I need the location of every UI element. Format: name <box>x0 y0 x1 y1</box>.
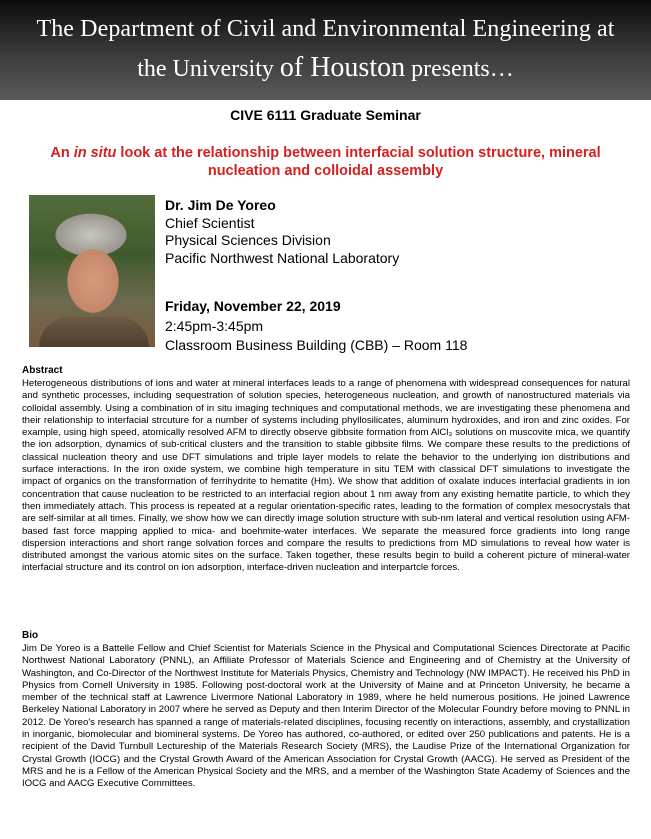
banner-line-2-end: presents… <box>405 56 514 82</box>
banner-line-2-start: the University <box>137 56 280 82</box>
event-info <box>165 297 467 356</box>
event-location: Classroom Business Building (CBB) – Room 118 <box>165 337 468 353</box>
banner-line-1: The Department of Civil and Environmental Engineering at <box>36 16 615 42</box>
seminar-title: CIVE 6111 Graduate Seminar <box>230 107 421 123</box>
speaker-info <box>165 197 399 267</box>
talk-title-italic: in situ <box>73 145 117 161</box>
bio-heading: Bio <box>22 630 39 641</box>
speaker-photo <box>29 195 155 347</box>
speaker-lab: Pacific Northwest National Laboratory <box>165 249 400 266</box>
banner-line-2 <box>0 52 651 84</box>
header-banner <box>0 0 651 100</box>
bio-text: Jim De Yoreo is a Battelle Fellow and Chief Scientist for Materials Science in the Physical and Computational Sciences Directorate at Pacific Northwest National Laboratory (PNNL), an Affiliate Professor of Materials Science and Engineering and of Chemistry at the University of Washington, and Co-Director of the Northwest Institute for Materials Physics, Chemistry and Technology (NW IMPACT). He received his PhD in Physics from Cornell University in 1985. Following post-doctoral work at the University of Maine and at Princeton University, he became a member of the technical staff at Lawrence Livermore National Laboratory in 1989, where he held numerous positions. He joined Lawrence Berkeley National Laboratory in 2007 where he served as Deputy and then Interim Director of the Molecular Foundry before moving to PNNL in 2012. De Yoreo's research has spanned a range of materials-related disciplines, focusing recently on interactions, assembly, and crystallization in inorganic, biomolecular and biomineral systems. De Yoreo has authored, co-authored, or edited over 250 publications and patents. He is a recipient of the David Turnbull Lectureship of the Materials Research Society (MRS), the Laudise Prize of the International Organization for Crystal Growth (IOCG) and the Crystal Growth Award of the American Association for Crystal Growth (AACG). He served as President of the MRS and he is a Fellow of the American Physical Society and the MRS, and a member of the Washington State Academy of Sciences and the IOCG and AACG Executive Committees. <box>22 643 630 790</box>
speaker-role: Chief Scientist <box>165 214 255 231</box>
talk-title-start: An <box>50 145 74 161</box>
abstract-text: Heterogeneous distributions of ions and water at mineral interfaces leads to a range of phenomena with widespread consequences for natural and synthetic processes, including sequestration of solution species, heterogeneous nucleation, and growth of nanostructured materials via colloidal assembly. Using a combination of in situ imaging techniques and computational methods, we are investigating these phenomena and their relationship to interfacial strcuture for a number of systems including phyllosilicates, aluminum hydroxides, and iron and zinc oxides. For example, using high speed, atomically resolved AFM to directly observe gibbsite formation from AlCl₃ solutions on muscovite mica, we quantify the ion adsorption, dynamics of sub-critical clusters and the transition to stable gibbsite films. We compare these results to the predictions of classical nucleation theory and use DFT simulations and triple layer models to relate the behavior to the underlying ion distributions and surface interactions. In the iron oxide system, we combine high temperature in situ TEM with classical DFT simulations to investigate the impact of organics on the transformation of ferrihydrite to hematite (Hm). We show that addition of oxalate induces interfacial gradients in ion concentration that cause nucleation to be restricted to an interfacial region about 1 nm away from any existing hematite particle, to which they then immediately attach. This process is repeated at a regular orientation-specific rates, leading to the formation of complex mesocrystals that are self-similar at all times. Finally, we show how we can directly image solution structure with sub-nm lateral and vertical resolution using AFM-based fast force mapping applied to mica- and boehmite-water interfaces. We separate the measured force gradients into long range dispersion interactions and short range solvation forces and compare the results to predictions from MD simulations to reveal how water is distributed amongst the various atomic sites on the surface. Taken together, these results begin to build a coherent picture of mineral-water interfacial structure and its control on ion adsorption, interface-driven nucleation and interpartcle forces. <box>22 378 630 574</box>
speaker-name: Dr. Jim De Yoreo <box>165 197 276 213</box>
talk-title <box>30 144 621 180</box>
event-date: Friday, November 22, 2019 <box>165 298 341 314</box>
banner-line-2-emphasis: of Houston <box>279 52 406 83</box>
talk-title-rest: look at the relationship between interfacial solution structure, mineral nucleation and colloidal assembly <box>116 145 601 179</box>
speaker-division: Physical Sciences Division <box>165 232 331 248</box>
speaker-photo-shirt <box>39 317 149 347</box>
abstract-heading: Abstract <box>22 365 63 376</box>
event-time: 2:45pm-3:45pm <box>165 317 264 334</box>
